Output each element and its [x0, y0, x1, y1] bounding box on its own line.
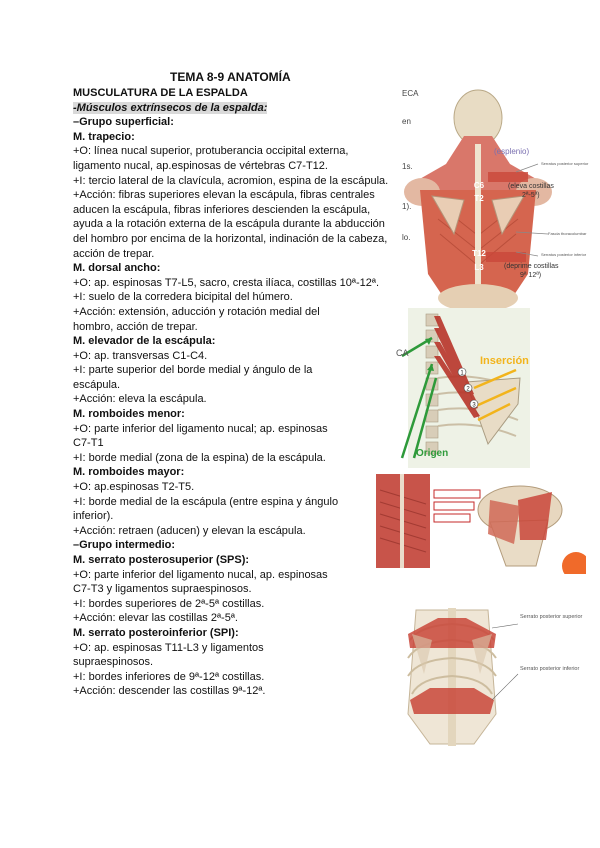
section-heading: M. trapecio: [73, 130, 135, 143]
note-line: +O: ap. espinosas T7-L5, sacro, cresta ilíaca, costillas 10ª-12ª. [73, 276, 380, 289]
note-line: C7-T3 y ligamentos supraespinosos. [73, 583, 252, 596]
note-line: ligamento nucal, ap.espinosas de vértebras C7-T12. [73, 159, 328, 172]
note-line: +O: ap. espinosas T11-L3 y ligamentos [73, 641, 264, 654]
muscle-number-1: 1 [460, 370, 464, 377]
note-line: +Acción: fibras superiores elevan la escápula, fibras centrales [73, 189, 375, 202]
note-line: +I: tercio lateral de la clavícula, acromion, espina de la escápula. [73, 174, 389, 187]
note-line: del hombro por encima de la horizontal, indinación de la cabeza, [73, 232, 388, 245]
note-line: +O: ap.espinosas T2-T5. [73, 481, 195, 494]
section-heading: –Grupo intermedio: [73, 539, 176, 552]
section-heading: MUSCULATURA DE LA ESPALDA [73, 87, 248, 99]
note-line: +O: ap. transversas C1-C4. [73, 349, 208, 362]
vertebra-label-t12: T12 [472, 249, 486, 258]
figure-serratus-posterior [396, 604, 586, 750]
handwritten-note-spi-1: (deprime costillas [504, 263, 559, 270]
svg-text:Serratus posterior superior: Serratus posterior superior [541, 161, 589, 166]
handwritten-note-sps-1: (eleva costillas [508, 183, 554, 190]
handwritten-note-esplenio: (esplenio) [494, 147, 530, 156]
note-line: acción de trepar. [73, 247, 155, 260]
figure-rhomboids [370, 470, 586, 574]
note-line: aducen la escápula, fibras inferiores descienden la escápula, [73, 203, 371, 216]
handwritten-note-spi-2: 9ª 12ª) [520, 272, 542, 279]
highlighted-heading [73, 101, 393, 116]
cropped-edge-text: lo. [402, 233, 411, 242]
note-line: +I: borde medial de la escápula (entre espina y ángulo [73, 495, 339, 508]
section-heading: M. serrato posteroinferior (SPI): [73, 626, 239, 639]
note-line: +Acción: extensión, aducción y rotación medial del [73, 305, 320, 318]
notes-text-column [73, 86, 393, 699]
note-line: +O: parte inferior del ligamento nucal, ap. espinosas [73, 568, 328, 581]
note-line: ayuda a la rotación externa de la escápula durante la abducción [73, 218, 385, 231]
note-line: +Acción: eleva la escápula. [73, 393, 207, 406]
page-title: TEMA 8-9 ANATOMÍA [170, 70, 291, 84]
note-line: +I: bordes inferiores de 9ª-12ª costillas. [73, 670, 265, 683]
note-line: +I: borde medial (zona de la espina) de la escápula. [73, 451, 326, 464]
cropped-edge-text: en [402, 117, 411, 126]
cropped-edge-text: 1s. [402, 162, 413, 171]
vertebra-label-c6: C6 [473, 181, 485, 190]
note-line: +I: suelo de la corredera bicipital del húmero. [73, 291, 293, 304]
muscle-number-2: 2 [466, 386, 470, 393]
note-line: hombro, acción de trepar. [73, 320, 198, 333]
label-insercion: Inserción [480, 355, 529, 367]
label-serrato-inferior: Serrato posterior inferior [520, 666, 580, 672]
note-line: inferior). [73, 510, 114, 523]
handwritten-note-sps-2: 2ª-5ª) [522, 192, 540, 199]
figure-back-muscles-overview [398, 84, 590, 310]
cropped-edge-text: ECA [402, 89, 419, 98]
label-serrato-superior: Serrato posterior superior [520, 614, 583, 620]
note-line: +I: parte superior del borde medial y ángulo de la [73, 364, 313, 377]
section-heading: M. romboides menor: [73, 408, 185, 421]
highlighted-text: -Músculos extrínsecos de la espalda: [73, 101, 268, 114]
figure-levator-scapulae [396, 308, 530, 468]
section-heading: –Grupo superficial: [73, 116, 174, 129]
note-line: escápula. [73, 378, 121, 391]
note-line: supraespinosos. [73, 656, 154, 669]
note-line: +O: parte inferior del ligamento nucal; ap. espinosas [73, 422, 328, 435]
section-heading: M. dorsal ancho: [73, 262, 161, 275]
muscle-number-3: 3 [472, 402, 476, 409]
note-line: +O: línea nucal superior, protuberancia occipital externa, [73, 145, 349, 158]
note-line: C7-T1 [73, 437, 104, 450]
cropped-edge-text: CA [396, 348, 409, 358]
note-line: +Acción: retraen (aducen) y elevan la escápula. [73, 524, 306, 537]
svg-text:Fascia thoracolumbar: Fascia thoracolumbar [548, 231, 587, 236]
note-line: +I: bordes superiores de 2ª-5ª costillas. [73, 597, 265, 610]
vertebra-label-l3: L3 [474, 263, 484, 272]
label-origen: Origen [416, 448, 449, 459]
svg-text:Serratus posterior inferior: Serratus posterior inferior [541, 252, 587, 257]
note-line: +Acción: elevar las costillas 2ª-5ª. [73, 612, 238, 625]
section-heading: M. romboides mayor: [73, 466, 185, 479]
section-heading: M. serrato posterosuperior (SPS): [73, 554, 250, 566]
vertebra-label-t2: T2 [474, 194, 484, 203]
cropped-edge-text: 1). [402, 202, 412, 211]
note-line: +Acción: descender las costillas 9ª-12ª. [73, 685, 266, 698]
section-heading: M. elevador de la escápula: [73, 335, 216, 348]
